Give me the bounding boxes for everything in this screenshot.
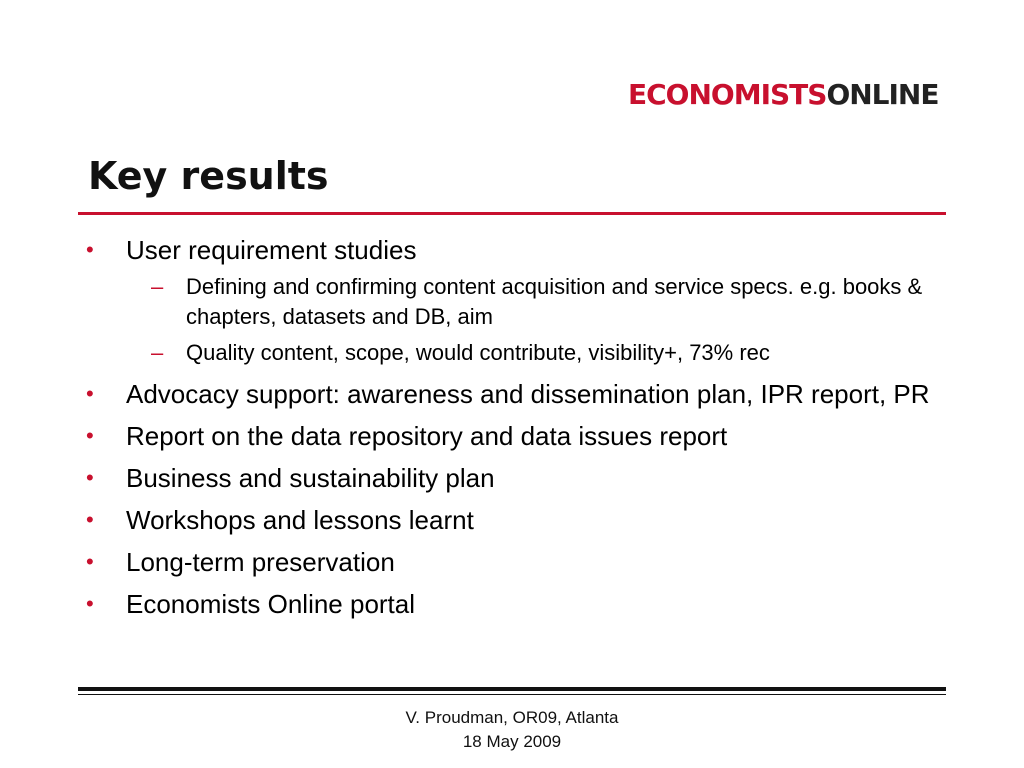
bullet-icon: •: [86, 465, 94, 490]
dash-icon: –: [151, 274, 164, 299]
bullet-item: [84, 420, 934, 452]
bullet-item: [84, 588, 934, 620]
dash-icon: –: [151, 340, 164, 365]
footer-divider-thin: [78, 694, 946, 695]
bullet-item: [84, 504, 934, 536]
bullet-text: User requirement studies: [126, 235, 417, 265]
footer-divider: [78, 687, 946, 691]
bullet-text: Business and sustainability plan: [126, 463, 495, 493]
bullet-item: [84, 234, 934, 368]
bullet-item: [84, 546, 934, 578]
slide-title: Key results: [88, 154, 329, 198]
economists-online-logo: [628, 78, 939, 112]
bullet-list: [84, 234, 934, 630]
bullet-text: Long-term preservation: [126, 547, 395, 577]
bullet-icon: •: [86, 549, 94, 574]
bullet-text: Advocacy support: awareness and dissemination plan, IPR report, PR: [126, 379, 930, 409]
logo-part-economists: ECONOMISTS: [628, 78, 827, 111]
bullet-icon: •: [86, 237, 94, 262]
sub-bullet-text: Defining and confirming content acquisition and service specs. e.g. books & chapters, datasets and DB, aim: [186, 274, 923, 329]
bullet-item: [84, 378, 934, 410]
sub-bullet-list: [126, 272, 934, 368]
bullet-icon: •: [86, 381, 94, 406]
bullet-icon: •: [86, 423, 94, 448]
footer-author-event: V. Proudman, OR09, Atlanta: [405, 708, 619, 727]
bullet-text: Workshops and lessons learnt: [126, 505, 474, 535]
title-divider: [78, 212, 946, 215]
bullet-text: Report on the data repository and data issues report: [126, 421, 728, 451]
bullet-text: Economists Online portal: [126, 589, 416, 619]
sub-bullet-item: [141, 338, 934, 368]
logo-part-online: ONLINE: [826, 78, 939, 111]
bullet-icon: •: [86, 507, 94, 532]
sub-bullet-item: [141, 272, 934, 332]
sub-bullet-text: Quality content, scope, would contribute, visibility+, 73% rec: [186, 340, 770, 365]
bullet-icon: •: [86, 591, 94, 616]
footer-date: 18 May 2009: [462, 732, 562, 751]
slide-footer: [312, 706, 712, 754]
bullet-item: [84, 462, 934, 494]
